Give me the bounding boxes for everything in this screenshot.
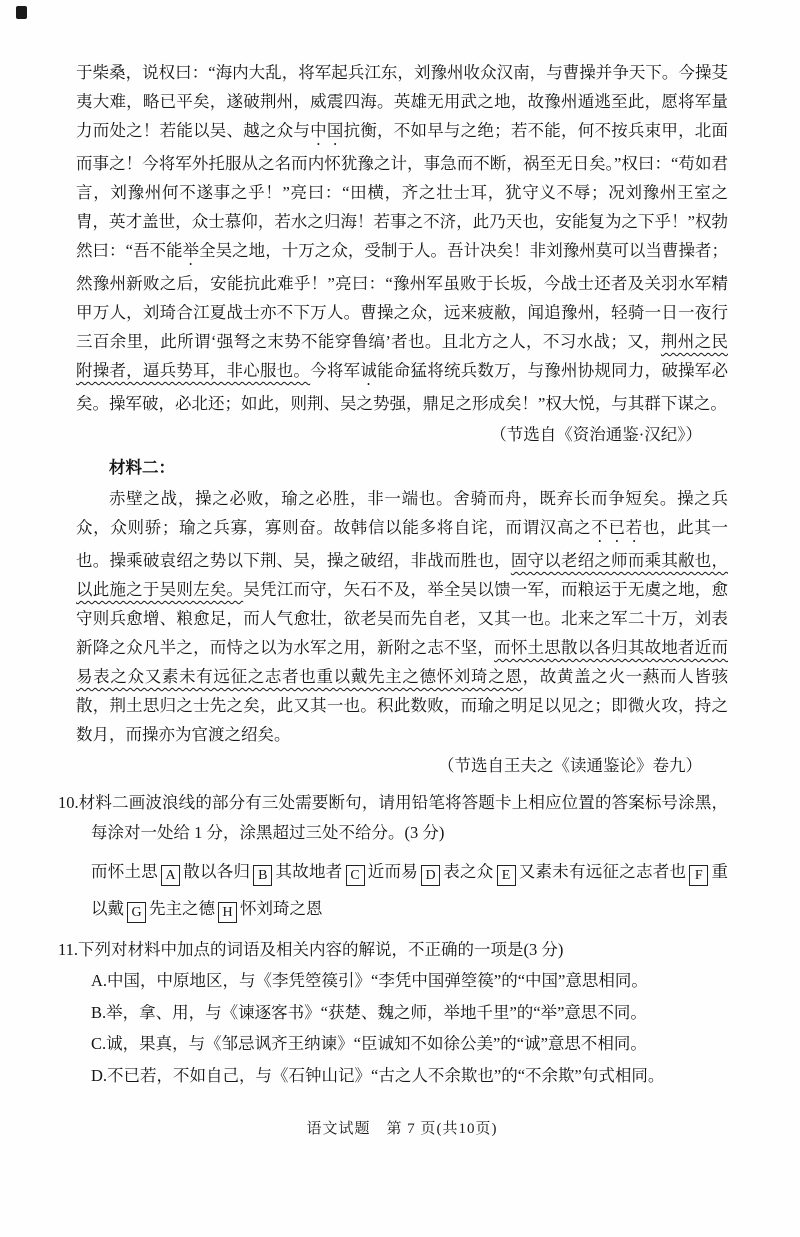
question-11-option-d: D.不已若，不如自己，与《石钟山记》“古之人不余欺也”的“不余欺”句式相同。 [91, 1065, 665, 1085]
material1-text-segment: 于柴桑，说权曰：“海内大乱，将军起兵江东，刘豫州收众汉南，与曹操并争天下。今操芟夷大难，略已平矣，遂破荆州，威震四海。英雄无用武之地，故豫州遁逃至此，愿将军量力而处之！若能以吴、越之众与 [76, 63, 728, 140]
wavy-passage-for-q10: 而怀土思散以各归其故地者近而易表之众又素未有远征之志者也重以戴先主之德怀刘琦之恩 [76, 638, 729, 686]
q10-part: 怀刘琦之恩 [240, 899, 323, 918]
material1-paragraph [76, 58, 728, 418]
q10-part: 重以戴 [91, 862, 728, 918]
material2-heading: 材料二： [109, 458, 175, 477]
q10-choice-box-b: B [253, 865, 272, 886]
material2-attribution: （节选自王夫之《读通鉴论》卷九） [438, 756, 702, 775]
q10-choice-box-d: D [421, 865, 440, 886]
material2-text-segment: 也，此其一也。操乘破袁绍之势以下荆、吴，操之破绍，非战而胜也， [76, 518, 729, 570]
question-10-number: 10. [58, 793, 79, 812]
q10-choice-box-g: G [127, 902, 146, 923]
q10-choice-box-a: A [161, 865, 180, 886]
question-11-option-b: B.举，拿、用，与《谏逐客书》“获楚、魏之师，举地千里”的“举”意思不同。 [91, 1002, 647, 1022]
q10-choice-box-c: C [346, 865, 365, 886]
q10-part: 而怀土思 [91, 862, 158, 881]
dotted-word-buyiruo: 不已若 [591, 518, 643, 537]
q10-choice-box-h: H [218, 902, 237, 923]
q10-part: 先主之德 [149, 899, 215, 918]
underlined-sentence-material1: 荆州之民附操者，逼兵势耳，非心服也。 [76, 332, 728, 380]
question-11-text [58, 935, 728, 965]
q10-part: 其故地者 [275, 862, 343, 881]
scan-artifact-mark [16, 6, 27, 19]
question-10 [58, 788, 728, 927]
question-11-stem: 下列对材料中加点的词语及相关内容的解说，不正确的一项是(3 分) [78, 940, 564, 959]
q10-part: 表之众 [443, 862, 494, 881]
dotted-word-zhongguo: 中国 [310, 121, 344, 140]
material1-text-segment: 全吴之地，十万之众，受制于人。吾计决矣！非刘豫州莫可以当曹操者；然豫州新败之后，安能抗此难乎！”亮曰：“豫州军虽败于长坂，今战士还者及关羽水军精甲万人，刘琦合江夏战士亦不下万人。曹操之众，远来疲敝，闻追豫州，轻骑一日一夜行三百余里，此所谓‘强弩之末势不能穿鲁缟’者也。且北方之人，不习水战；又， [76, 241, 729, 351]
material1-text-segment: 能命猛将统兵数万，与豫州协规同力，破操军必矣。操军破，必北还；如此，则荆、吴之势强，鼎足之形成矣！”权大悦，与其群下谋之。 [76, 361, 729, 413]
material2-text-segment: 赤壁之战，操之必败，瑜之必胜，非一端也。舍骑而舟，既弃长而争短矣。操之兵众，众则骄；瑜之兵寡，寡则奋。故韩信以能多将自诧，而谓汉高之 [76, 489, 728, 537]
material2-paragraph [76, 484, 728, 749]
material2-text-segment: ，故黄盖之火一爇而人皆骇散，荆土思归之士先之矣，此又其一也。积此数败，而瑜之明足以见之；即微火攻，持之数月，而操亦为官渡之绍矣。 [76, 667, 729, 744]
q10-part: 近而易 [367, 862, 418, 881]
dotted-word-ju: 举 [182, 241, 200, 260]
material1-text-segment: 抗衡，不如早与之绝；若不能，何不按兵束甲，北面而事之！今将军外托服从之名而内怀犹豫之计，事急而不断，祸至无日矣。”权曰：“苟如君言，刘豫州何不遂事之乎！”亮曰：“田横，齐之壮士耳，犹守义不辱；况刘豫州王室之胄，英才盖世，众士慕仰，若水之归海！若事之不济，此乃天也，安能复为之下乎！”权勃然曰：“吾不能 [76, 121, 729, 260]
q10-choice-box-f: F [689, 865, 708, 886]
question-11-number: 11. [58, 940, 79, 959]
question-11-option-a: A.中国，中原地区，与《李凭箜篌引》“李凭中国弹箜篌”的“中国”意思相同。 [91, 971, 648, 990]
question-11 [58, 935, 728, 1091]
question-10-stem: 材料二画波浪线的部分有三处需要断句，请用铅笔将答题卡上相应位置的答案标号涂黑，每涂对一处给 1 分，涂黑超过三处不给分。(3 分) [78, 793, 728, 842]
question-11-option-c: C.诚，果真，与《邹忌讽齐王纳谏》“臣诚知不如徐公美”的“诚”意思不相同。 [91, 1034, 647, 1053]
page-footer: 语文试题 第 7 页(共10页) [306, 1121, 498, 1137]
material1-attribution: （节选自《资治通鉴·汉纪》） [490, 425, 702, 444]
q10-part: 散以各归 [183, 862, 251, 881]
dotted-word-cheng: 诚 [360, 361, 378, 380]
question-10-answer-line [58, 853, 728, 927]
underlined-sentence-material2: 固守以老绍之师而乘其敝也，以此施之于吴则左矣。 [76, 551, 729, 599]
question-10-text [58, 788, 728, 848]
material1-text-segment: 今将军 [310, 361, 361, 380]
q10-part: 又素未有远征之志者也 [518, 862, 687, 881]
q10-choice-box-e: E [497, 865, 516, 886]
material2-text-segment: 吴凭江而守，矢石不及，举全吴以馈一军，而粮运于无虞之地，愈守则兵愈增、粮愈足，而人气愈壮，欲老吴而先自老，又其一也。北来之军二十万，刘表新降之众凡半之，而恃之以为水军之用，新附之志不坚， [76, 580, 729, 657]
